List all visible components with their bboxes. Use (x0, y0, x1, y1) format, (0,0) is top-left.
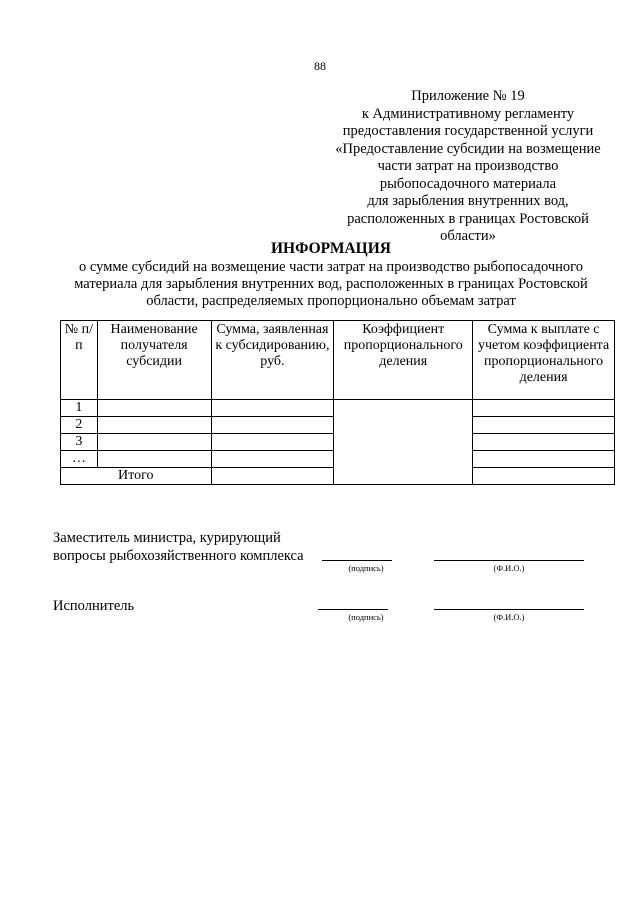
subtitle-line: области, распределяемых пропорционально объемам затрат (146, 293, 516, 309)
claimed-amount-cell (211, 400, 334, 417)
document-title: ИНФОРМАЦИЯ (271, 240, 391, 257)
recipient-cell (97, 451, 211, 468)
row-number: … (61, 451, 98, 468)
header-number: № п/п (61, 321, 98, 400)
header-payout-amount: Сумма к выплате с учетом коэффициента пропорционального деления (473, 321, 615, 400)
executor-name-line (434, 609, 584, 610)
executor-signature-line (318, 609, 388, 610)
subsidy-table (60, 320, 615, 485)
appendix-line: к Административному регламенту (361, 105, 575, 122)
subtitle-line: материала для зарыбления внутренних вод, расположенных в границах Ростовской (74, 276, 588, 292)
deputy-name-line (434, 560, 584, 561)
subtitle-line: о сумме субсидий на возмещение части затрат на производство рыбопосадочного (79, 259, 583, 275)
appendix-line: «Предоставление субсидии на возмещение (335, 140, 601, 157)
document-subtitle (40, 259, 622, 310)
total-payout-cell (473, 468, 615, 485)
appendix-line: предоставления государственной услуги (342, 123, 594, 139)
executor-label: Исполнитель (53, 598, 135, 614)
appendix-line: расположенных в границах Ростовской (347, 210, 589, 227)
table-header-row (61, 321, 615, 400)
header-claimed-amount: Сумма, заявленная к субсидированию, руб. (211, 321, 334, 400)
payout-cell (473, 434, 615, 451)
row-number: 2 (61, 417, 98, 434)
total-claimed-cell (211, 468, 334, 485)
deputy-signature-line (322, 560, 392, 561)
recipient-cell (97, 417, 211, 434)
payout-cell (473, 451, 615, 468)
deputy-name-caption: (Ф.И.О.) (493, 563, 525, 573)
payout-cell (473, 417, 615, 434)
header-recipient: Наименование получателя субсидии (97, 321, 211, 400)
appendix-line: Приложение № 19 (411, 88, 525, 104)
claimed-amount-cell (211, 417, 334, 434)
appendix-header (318, 88, 618, 246)
row-number: 3 (61, 434, 98, 451)
row-number: 1 (61, 400, 98, 417)
deputy-title-line1: Заместитель министра, курирующий (53, 530, 281, 546)
recipient-cell (97, 434, 211, 451)
appendix-line: рыбопосадочного материала (379, 175, 557, 192)
coefficient-merged-cell (334, 400, 473, 485)
payout-cell (473, 400, 615, 417)
appendix-line: области» (440, 228, 496, 244)
executor-signature-caption: (подпись) (348, 612, 384, 622)
appendix-line: для зарыбления внутренних вод, (367, 193, 569, 209)
executor-name-caption: (Ф.И.О.) (493, 612, 525, 622)
appendix-line: части затрат на производство (377, 158, 559, 174)
page-number: 88 (314, 59, 326, 73)
claimed-amount-cell (211, 434, 334, 451)
recipient-cell (97, 400, 211, 417)
deputy-title-line2: вопросы рыбохозяйственного комплекса (53, 548, 304, 564)
deputy-signature-caption: (подпись) (348, 563, 384, 573)
total-label: Итого (61, 468, 212, 485)
claimed-amount-cell (211, 451, 334, 468)
table-row (61, 400, 615, 417)
header-coefficient: Коэффициент пропорционального деления (334, 321, 473, 400)
